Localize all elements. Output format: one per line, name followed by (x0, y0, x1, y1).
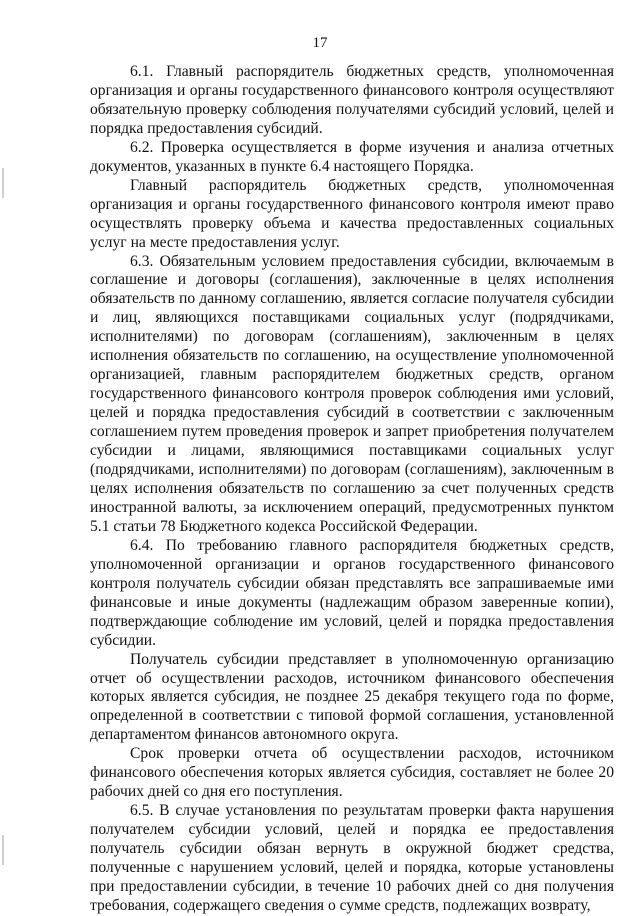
paragraph-6-2-right-to-inspect: Главный распорядитель бюджетных средств, уполномоченная организация и органы государственного финансового контроля имеют право осуществлять проверку объема и качества предоставленных социальных услуг на месте предоставления услуг. (90, 176, 614, 251)
document-body (90, 63, 614, 916)
paragraph-6-4-review-period: Срок проверки отчета об осуществлении расходов, источником финансового обеспечения которых является субсидия, составляет не более 20 рабочих дней со дня его поступления. (90, 745, 614, 801)
paragraph-6-5: 6.5. В случае установления по результатам проверки факта нарушения получателем субсидии условий, целей и порядка ее предоставления получатель субсидии обязан вернуть в окружной бюджет средства, полученные с нарушением условий, целей и порядка, которые установлены при предоставлении субсидии, в течение 10 рабочих дней со дня получения требования, содержащего сведения о сумме средств, подлежащих возврату, (90, 802, 614, 914)
paragraph-6-1: 6.1. Главный распорядитель бюджетных средств, уполномоченная организация и органы государственного финансового контроля осуществляют обязательную проверку соблюдения получателями субсидий условий, целей и порядка предоставления субсидий. (90, 63, 614, 137)
scan-edge-mark (2, 168, 4, 198)
paragraph-6-4: 6.4. По требованию главного распорядителя бюджетных средств, уполномоченной организации и органов государственного финансового контроля получатель субсидии обязан представлять все запрашиваемые ими финансовые и иные документы (надлежащим образом заверенные копии), подтверждающие соблюдение им условий, целей и порядка предоставления субсидии. (90, 536, 614, 649)
page-number: 17 (312, 35, 328, 51)
paragraph-6-3: 6.3. Обязательным условием предоставления субсидии, включаемым в соглашение и договоры (соглашения), заключенные в целях исполнения обязательств по данному соглашению, является согласие получателя субсидии и лиц, являющихся поставщиками социальных услуг (подрядчиками, исполнителями) по договорам (соглашениям), заключенным в целях исполнения обязательств по соглашению, на осуществление уполномоченной организацией, главным распорядителем бюджетных средств, органом государственного финансового контроля проверок соблюдения ими условий, целей и порядка предоставления субсидий в соответствии с заключенным соглашением путем проведения проверок и запрет приобретения получателем субсидии и лицами, являющимися поставщиками социальных услуг (подрядчиками, исполнителями) по договорам (соглашениям), заключенным в целях исполнения обязательств по соглашению за счет полученных средств иностранной валюты, за исключением операций, предусмотренных пунктом 5.1 статьи 78 Бюджетного кодекса Российской Федерации. (90, 252, 614, 535)
paragraph-6-2: 6.2. Проверка осуществляется в форме изучения и анализа отчетных документов, указанных в пункте 6.4 настоящего Порядка. (90, 138, 614, 175)
paragraph-6-4-report: Получатель субсидии представляет в уполномоченную организацию отчет об осуществлении расходов, источником финансового обеспечения которых является субсидия, не позднее 25 декабря текущего года по форме, определенной в соответствии с типовой формой соглашения, установленной департаментом финансов автономного округа. (90, 650, 614, 744)
scan-edge-mark (2, 835, 4, 865)
